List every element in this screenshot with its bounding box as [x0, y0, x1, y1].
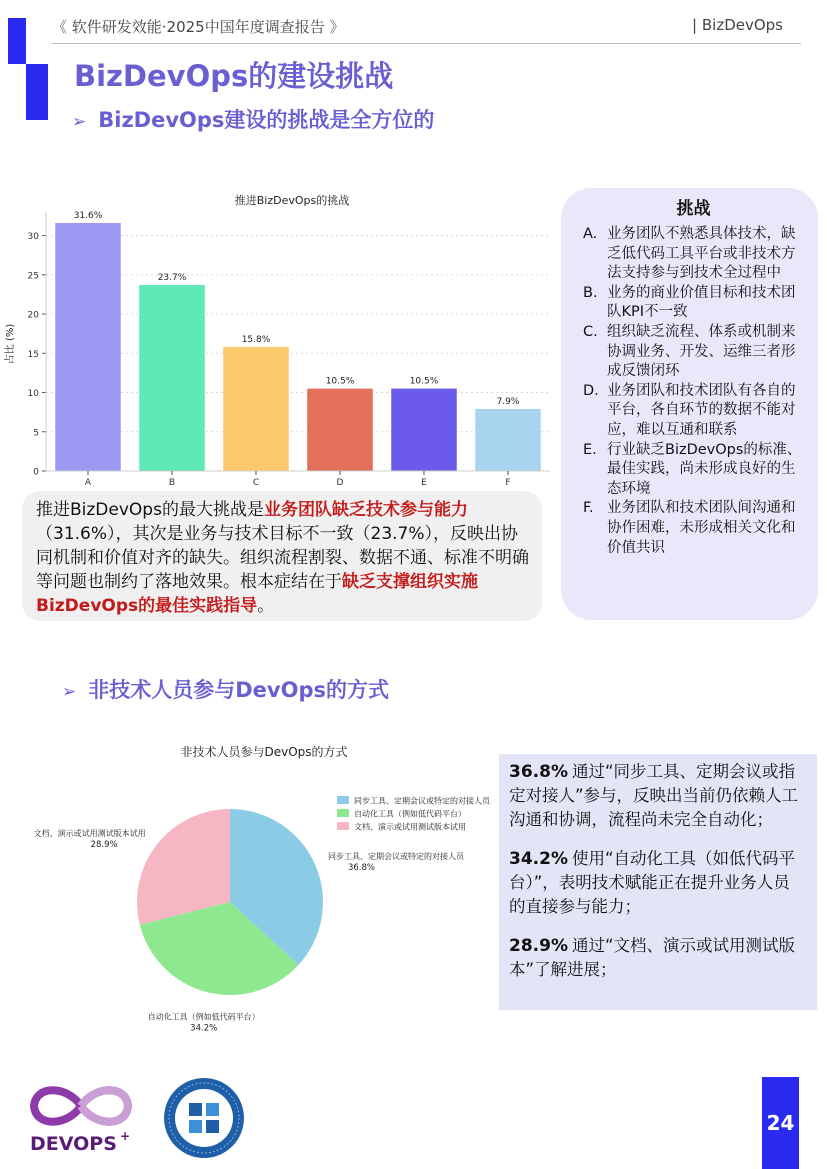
x-tick-label: F [505, 478, 511, 488]
summary-text: 推进BizDevOps的最大挑战是 [36, 500, 264, 520]
bar-F [475, 409, 541, 471]
challenge-item [583, 499, 804, 558]
bar-B [139, 285, 205, 471]
challenge-text: 业务团队不熟悉具体技术，缺乏低代码工具平台或非技术方法支持参与到技术全过程中 [607, 226, 796, 282]
stat-text: 通过“同步工具、定期会议或指定对接人”参与，反映出当前仍依赖人工沟通和协调，流程尚未完全自动化； [509, 762, 799, 829]
pie-pct-label: 34.2% [190, 1023, 218, 1034]
challenge-item [583, 382, 804, 441]
stat-percent: 36.8% [509, 762, 568, 782]
decorative-block-top [8, 18, 26, 64]
x-tick-label: E [421, 478, 427, 488]
report-title: 《 软件研发效能·2025中国年度调查报告 》 [52, 18, 345, 36]
legend-swatch [337, 796, 349, 804]
header-divider [52, 43, 801, 44]
challenge-summary [22, 491, 542, 621]
challenge-item [583, 323, 804, 382]
legend-swatch [337, 809, 349, 817]
association-seal-logo [162, 1076, 246, 1160]
x-tick-label: D [336, 478, 344, 488]
section-label: | BizDevOps [692, 16, 783, 34]
stat-percent: 34.2% [509, 849, 568, 869]
y-tick-label: 30 [27, 232, 39, 243]
y-tick-label: 15 [27, 349, 39, 360]
challenge-text: 业务团队和技术团队有各自的平台，各自环节的数据不能对应，难以互通和联系 [607, 382, 796, 438]
bar-C [223, 347, 289, 471]
y-tick-label: 20 [27, 310, 39, 321]
devops-logo-plus: + [120, 1129, 131, 1143]
challenge-item [583, 284, 804, 323]
arrow-icon: ➢ [72, 112, 87, 132]
challenge-letter: D. [583, 382, 599, 399]
participation-stats-panel [499, 754, 817, 1010]
bar-data-label: 31.6% [73, 210, 103, 221]
y-tick-label: 0 [33, 467, 39, 478]
bar-data-label: 15.8% [241, 334, 271, 345]
chart-title: 非技术人员参与DevOps的方式 [180, 745, 348, 759]
chart-title: 推进BizDevOps的挑战 [234, 194, 350, 207]
page-number: 24 [762, 1077, 799, 1169]
summary-text: 。 [257, 596, 275, 616]
bar-A [55, 223, 121, 471]
pie-slice-label: 文档、演示或试用测试版本试用 [33, 829, 146, 839]
challenge-letter: F. [583, 500, 594, 517]
y-tick-label: 10 [27, 389, 39, 400]
bar-D [307, 389, 373, 471]
bar-data-label: 10.5% [409, 376, 439, 387]
legend-label: 文档、演示或试用测试版本试用 [354, 822, 466, 832]
stat-text: 通过“文档、演示或试用测试版本”了解进展； [509, 936, 796, 979]
subheading-participation [62, 674, 389, 704]
arrow-icon: ➢ [62, 682, 77, 702]
participation-pie-chart [14, 738, 500, 1034]
challenge-text: 业务团队和技术团队间沟通和协作困难，未形成相关文化和价值共识 [607, 500, 796, 556]
y-tick-label: 25 [27, 271, 39, 282]
legend-label: 同步工具、定期会议或特定的对接人员 [354, 796, 490, 806]
x-tick-label: A [84, 478, 92, 488]
bar-data-label: 10.5% [325, 376, 355, 387]
y-axis-label: 占比 (%) [5, 323, 16, 365]
pie-pct-label: 28.9% [90, 840, 118, 851]
stat-item [509, 934, 805, 982]
subheading-challenges [72, 104, 434, 134]
challenge-letter: B. [583, 284, 598, 301]
challenge-letter: C. [583, 323, 598, 340]
challenges-title: 挑战 [676, 199, 711, 219]
bar-data-label: 7.9% [496, 396, 520, 407]
devops-logo [26, 1080, 136, 1158]
stat-item [509, 760, 805, 832]
legend-swatch [337, 822, 349, 830]
x-tick-label: B [168, 478, 176, 488]
bar-data-label: 23.7% [157, 272, 187, 283]
y-tick-label: 5 [33, 428, 39, 439]
bar-E [391, 389, 457, 471]
challenges-bar-chart [4, 188, 552, 490]
pie-slice-label: 同步工具、定期会议或特定的对接人员 [327, 852, 464, 862]
subheading-text: BizDevOps建设的挑战是全方位的 [98, 108, 435, 132]
challenge-item [583, 441, 804, 500]
summary-highlight: 业务团队缺乏技术参与能力 [263, 500, 468, 520]
stat-percent: 28.9% [509, 936, 568, 956]
page-title: BizDevOps的建设挑战 [74, 59, 394, 93]
subheading-text: 非技术人员参与DevOps的方式 [88, 678, 389, 702]
stat-text: 使用“自动化工具（如低代码平台）”，表明技术赋能正在提升业务人员的直接参与能力； [509, 849, 796, 916]
pie-slice-label: 自动化工具（例如低代码平台） [147, 1012, 260, 1022]
devops-logo-text: DEVOPS [30, 1133, 117, 1155]
decorative-block-bottom [26, 64, 48, 120]
challenge-letter: A. [583, 226, 598, 242]
x-tick-label: C [252, 478, 260, 488]
stat-item [509, 847, 805, 919]
summary-highlight: 缺乏支撑组织实施BizDevOps的最佳实践指导 [36, 572, 478, 616]
summary-text: （31.6%），其次是业务与技术目标不一致（23.7%），反映出协同机制和价值对齐的缺失。组织流程割裂、数据不通、标准不明确等问题也制约了落地效果。根本症结在于 [36, 524, 529, 592]
pie-pct-label: 36.8% [347, 863, 375, 874]
challenge-item [583, 225, 804, 284]
legend-label: 自动化工具（例如低代码平台） [354, 809, 466, 819]
challenge-letter: E. [583, 441, 597, 458]
challenges-panel [561, 188, 818, 620]
challenge-text: 行业缺乏BizDevOps的标准、最佳实践，尚未形成良好的生态环境 [607, 441, 802, 497]
challenge-text: 业务的商业价值目标和技术团队KPI不一致 [607, 284, 796, 321]
challenge-text: 组织缺乏流程、体系或机制来协调业务、开发、运维三者形成反馈闭环 [607, 323, 796, 380]
